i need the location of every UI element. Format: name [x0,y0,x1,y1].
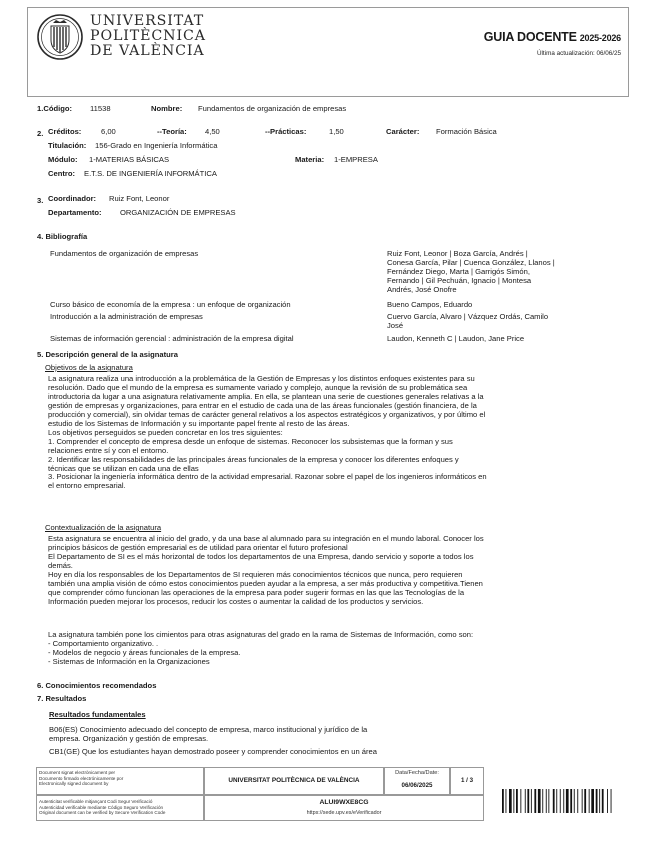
codigo-value: 11538 [90,104,111,113]
departamento-label: Departamento: [48,208,102,217]
creditos-label: Créditos: [48,127,82,136]
signed-by-text: Document signat electrònicament per Documento firmado electrónicamente por Electronically signed document by [39,770,124,786]
coordinador-label: Coordinador: [48,194,97,203]
sign-date: 06/06/2025 [401,782,433,789]
section-1: 1.Código: [37,104,73,113]
doc-title: GUIA DOCENTE 2025-2026 [483,30,621,44]
materia-label: Materia: [295,155,325,164]
biblio-title: Introducción a la administración de empresas [50,312,203,321]
biblio-authors: Laudon, Kenneth C | Laudon, Jane Price [387,334,525,343]
objetivos-heading: Objetivos de la asignatura [45,363,133,372]
university-name: UNIVERSITAT POLITÈCNICA DE VALÈNCIA [90,13,206,59]
objetivos-text: La asignatura realiza una introducción a la problemática de la Gestión de Empresas y los distintos enfoques existentes para su resolución. Dado que el mundo de la empresa es sumamente variado y complejo, aunque la revisión de su problemática sea introductoria da lugar a una asignatura relativamente amplia. En ella, se plantean una serie de cuestiones generales relativas a la gestión de empresas y organizaciones, para entrar en el estudio de cada una de las áreas funcionales (gestión financiera, de la producción y comercial), sin olvidar temas de carácter general relativos a los aspectos estratégicos y organizativos, y por último el estudio de los Sistemas de Información y su importante papel frente al resto de las áreas. Los objetivos perseguidos se pueden concretar en los tres siguientes: 1. Comprender el concepto de empresa desde un enfoque de sistemas. Reconocer los subsistemas que la forman y sus relaciones entre sí y con el entorno. 2. Identificar las responsabilidades de las principales áreas funcionales de la empresa y conocer los diferentes enfoques y técnicas que se utilizan en cada una de ellas 3. Posicionar la ingeniería informática dentro de la actividad empresarial. Razonar sobre el papel de los ingenieros informáticos en el entorno empresarial. [48,374,487,491]
centro-value: E.T.S. DE INGENIERÍA INFORMÁTICA [84,169,217,178]
biblio-authors: Cuervo García, Alvaro | Vázquez Ordás, Camilo José [387,312,549,330]
section-3-num: 3. [37,196,44,205]
upv-logo [37,14,83,62]
date-label: Data/Fecha/Date: [395,770,439,776]
creditos-value: 6,00 [101,127,116,136]
coordinador-value: Ruiz Font, Leonor [109,194,170,203]
modulo-value: 1-MATERIAS BÁSICAS [89,155,170,164]
resultados-fundamentales: Resultados fundamentales [49,710,146,719]
titulacion-label: Titulación: [48,141,87,150]
modulo-label: Módulo: [48,155,78,164]
resultados-title: 7. Resultados [37,694,87,703]
verify-text: Autenticitat verificable mitjançant Codi Segur Verificació Autenticidad verificable mediante Código Seguro Verificación Original document can be verified by Secure Verification Code [39,799,166,815]
verification-url[interactable]: https://sede.upv.es/eVerificador [306,810,382,816]
conocimientos-title: 6. Conocimientos recomendados [37,681,157,690]
practicas-label: --Prácticas: [265,127,307,136]
nombre-value: Fundamentos de organización de empresas [198,104,347,113]
descripcion-title: 5. Descripción general de la asignatura [37,350,178,359]
section-2-num: 2. [37,129,44,138]
teoria-value: 4,50 [205,127,220,136]
biblio-title: Sistemas de información gerencial : administración de la empresa digital [50,334,294,343]
titulacion-value: 156-Grado en Ingeniería Informática [95,141,218,150]
biblio-title: Curso básico de economía de la empresa : un enfoque de organización [50,300,291,309]
practicas-value: 1,50 [329,127,344,136]
upv-seal-icon [37,14,83,60]
nombre-label: Nombre: [151,104,183,113]
teoria-label: --Teoría: [157,127,187,136]
materia-value: 1-EMPRESA [334,155,378,164]
caracter-label: Carácter: [386,127,420,136]
signer-name: UNIVERSITAT POLITÈCNICA DE VALÈNCIA [228,777,360,784]
contextualizacion-heading: Contextualización de la asignatura [45,523,162,532]
last-update: Última actualización: 06/06/25 [536,50,621,57]
verification-code: ALUI9WXE8CG [319,799,369,806]
centro-label: Centro: [48,169,75,178]
biblio-authors: Bueno Campos, Eduardo [387,300,473,309]
bibliografia-title: 4. Bibliografía [37,232,88,241]
departamento-value: ORGANIZACIÓN DE EMPRESAS [120,208,236,217]
resultados-text: B06(ES) Conocimiento adecuado del concepto de empresa, marco institucional y jurídico de la empresa. Organización y gestión de empresas. CB1(GE) Que los estudiantes hayan demostrado poseer y comprender conocimientos en un área [49,725,377,756]
page-number: 1 / 3 [460,777,474,784]
doc-year: 2025-2026 [579,33,621,43]
biblio-authors: Ruiz Font, Leonor | Boza García, Andrés | Conesa García, Pilar | Cuenca González, Llanos | Fernández Diego, Marta | Garrigós Simón, Fernando | Gil Pechuán, Ignacio | Montesa Andrés, José Onofre [387,249,555,294]
biblio-title: Fundamentos de organización de empresas [50,249,199,258]
contextualizacion-text-2: La asignatura también pone los cimientos para otras asignaturas del grado en la rama de Sistemas de Información, como son: - Comportamiento organizativo. . - Modelos de negocio y áreas funcionales de la empresa. - Sistemas de Información en la Organizaciones [48,630,474,666]
contextualizacion-text: Esta asignatura se encuentra al inicio del grado, y da una base al alumnado para su integración en el mundo laboral. Conocer los principios básicos de gestión empresarial es de utilidad para orientar el futuro profesional El Departamento de SI es el más horizontal de todos los departamentos de una Empresa, dando servicio y soporte a todos los demás. Hoy en día los responsables de los Departamentos de SI requieren más conocimientos técnicos que nunca, pero requieren también una amplia visión de cómo estos conocimientos pueden ayudar a la empresa, a ser más productiva y competitiva.Tienen que comprender cómo funcionan las operaciones de la empresa para poder sugerir formas en las que las Tecnologías de la Información pueden mejorar los procesos, reducir los costes o aumentar la calidad de los productos y servicios. [48,534,484,606]
caracter-value: Formación Básica [436,127,497,136]
barcode-icon [502,789,617,813]
